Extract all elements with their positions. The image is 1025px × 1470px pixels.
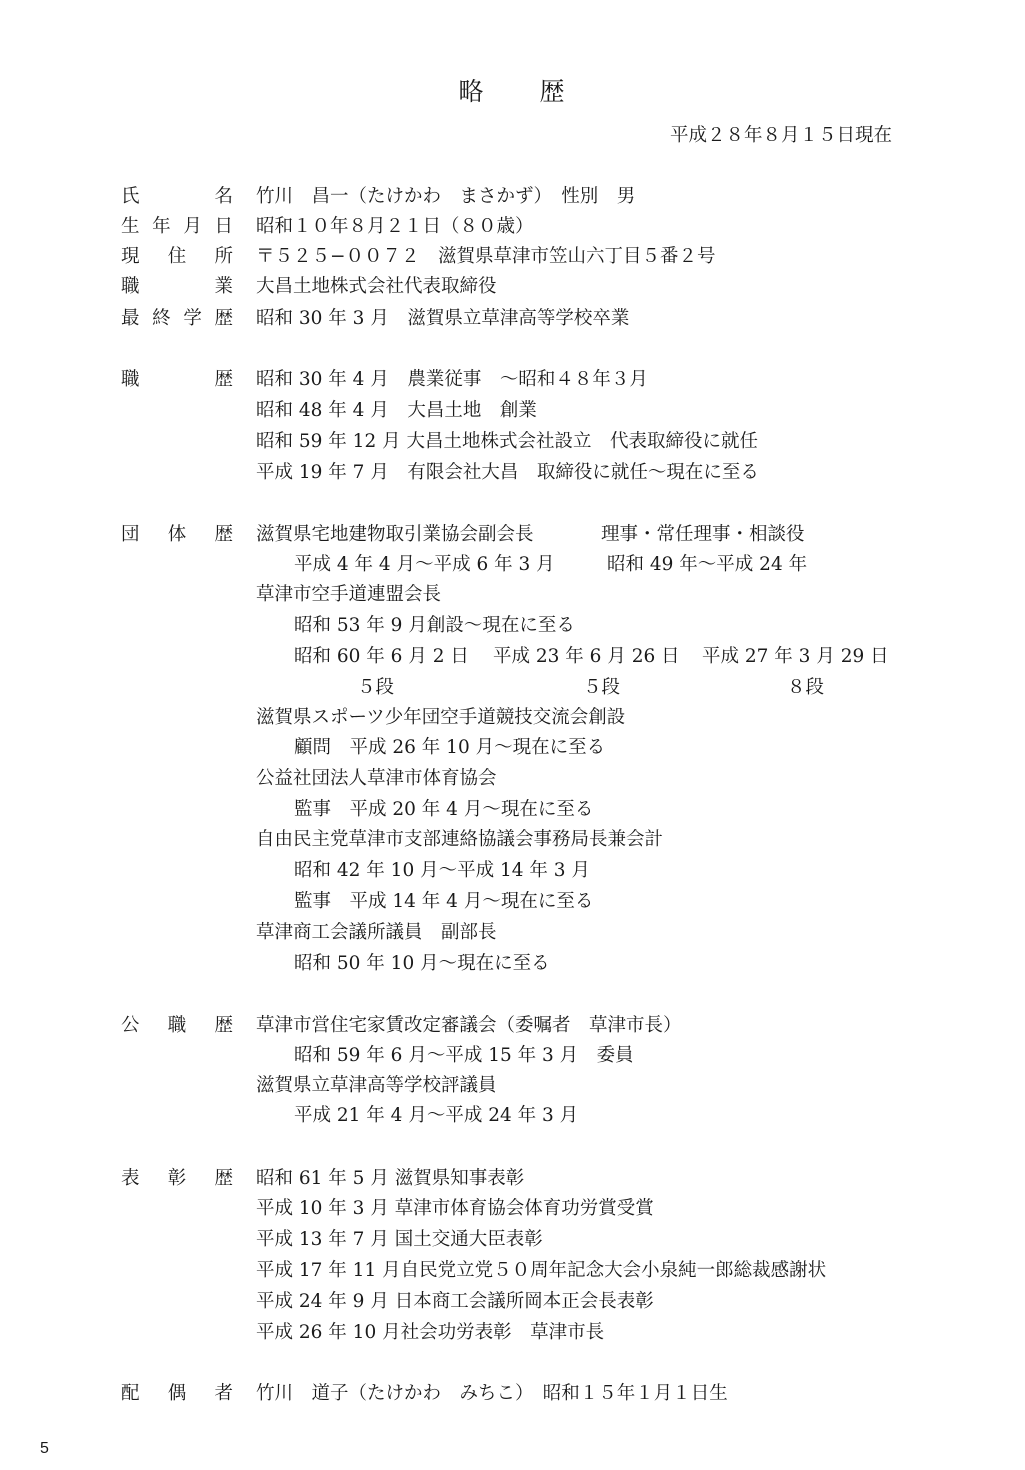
entry-line: 昭和 59 年 12 月 大昌土地株式会社設立 代表取締役に就任 (256, 431, 758, 452)
page-title: 略 歴 (458, 77, 567, 106)
entry-line: ５段 (583, 677, 621, 698)
label-char: 歴 (214, 1168, 233, 1189)
entry-line: 理事・常任理事・相談役 (601, 524, 805, 545)
entry-line: 昭和１０年８月２１日（８０歳） (256, 216, 534, 237)
entry-line: 昭和 59 年 6 月～平成 15 年 3 月 委員 (294, 1045, 634, 1066)
label-char: 現 (121, 246, 140, 267)
label-char: 職 (121, 276, 140, 297)
label-char: 名 (214, 186, 233, 207)
label-char: 住 (167, 246, 187, 267)
entry-line: 昭和 30 年 3 月 滋賀県立草津高等学校卒業 (256, 308, 630, 329)
label-char: 者 (214, 1383, 233, 1404)
label-char: 最 (121, 308, 140, 329)
entry-line: 〒５２５−００７２ 滋賀県草津市笠山六丁目５番２号 (256, 246, 716, 267)
label-char: 月 (183, 216, 202, 237)
entry-line: 昭和 49 年～平成 24 年 (607, 554, 808, 575)
entry-line: 竹川 道子（たけかわ みちこ） 昭和１５年１月１日生 (256, 1383, 728, 1404)
entry-line: 昭和 42 年 10 月～平成 14 年 3 月 (294, 860, 590, 881)
label-char: 所 (214, 246, 233, 267)
entry-line: 平成 10 年 3 月 草津市体育協会体育功労賞受賞 (256, 1198, 654, 1219)
label-char: 終 (152, 308, 171, 329)
entry-line: 平成 19 年 7 月 有限会社大昌 取締役に就任～現在に至る (256, 462, 759, 483)
entry-line: 平成 27 年 3 月 29 日 (702, 646, 889, 667)
entry-line: 草津市営住宅家賃改定審議会（委嘱者 草津市長） (256, 1015, 682, 1036)
entry-line: 平成 21 年 4 月～平成 24 年 3 月 (294, 1105, 579, 1126)
label-char: 配 (121, 1383, 140, 1404)
label-char: 日 (214, 216, 233, 237)
entry-line: 昭和 48 年 4 月 大昌土地 創業 (256, 400, 537, 421)
entry-line: 昭和 30 年 4 月 農業従事 ～昭和４８年３月 (256, 369, 648, 390)
entry-line: 昭和 53 年 9 月創設～現在に至る (294, 615, 575, 636)
entry-line: 平成 24 年 9 月 日本商工会議所岡本正会長表彰 (256, 1291, 654, 1312)
label-char: 業 (214, 276, 233, 297)
entry-line: 平成 26 年 10 月社会功労表彰 草津市長 (256, 1322, 605, 1343)
entry-line: 平成 17 年 11 月自民党立党５０周年記念大会小泉純一郎総裁感謝状 (256, 1260, 827, 1281)
page-number: 5 (40, 1440, 49, 1457)
entry-line: 平成 13 年 7 月 国土交通大臣表彰 (256, 1229, 543, 1250)
entry-line: 顧問 平成 26 年 10 月～現在に至る (294, 737, 606, 758)
label-char: 職 (121, 369, 140, 390)
entry-line: 草津商工会議所議員 副部長 (256, 922, 497, 943)
label-char: 生 (121, 216, 140, 237)
label-char: 体 (167, 524, 187, 545)
entry-line: 昭和 50 年 10 月～現在に至る (294, 953, 550, 974)
entry-line: 昭和 60 年 6 月 2 日 (294, 646, 469, 667)
label-char: 公 (121, 1015, 140, 1036)
label-char: 団 (121, 524, 140, 545)
label-char: 職 (167, 1015, 187, 1036)
label-char: 表 (121, 1168, 140, 1189)
label-char: 氏 (121, 186, 140, 207)
label-char: 偶 (167, 1383, 187, 1404)
entry-line: 滋賀県宅地建物取引業協会副会長 (256, 524, 534, 545)
as-of-date: 平成２８年８月１５日現在 (669, 125, 892, 146)
entry-line: 竹川 昌一（たけかわ まさかず） 性別 男 (256, 186, 636, 207)
entry-line: 平成 23 年 6 月 26 日 (493, 646, 680, 667)
entry-line: 滋賀県立草津高等学校評議員 (256, 1075, 497, 1096)
entry-line: 平成 4 年 4 月～平成 6 年 3 月 (294, 554, 555, 575)
label-char: 彰 (167, 1168, 187, 1189)
entry-line: ５段 (357, 677, 395, 698)
entry-line: 監事 平成 20 年 4 月～現在に至る (294, 799, 594, 820)
entry-line: 自由民主党草津市支部連絡協議会事務局長兼会計 (256, 829, 664, 850)
label-char: 年 (152, 216, 171, 237)
entry-line: 公益社団法人草津市体育協会 (256, 768, 497, 789)
label-char: 歴 (214, 369, 233, 390)
entry-line: 草津市空手道連盟会長 (256, 584, 442, 605)
label-char: 歴 (214, 1015, 233, 1036)
entry-line: 大昌土地株式会社代表取締役 (256, 276, 497, 297)
label-char: 歴 (214, 308, 233, 329)
entry-line: 滋賀県スポーツ少年団空手道競技交流会創設 (256, 707, 626, 728)
entry-line: 監事 平成 14 年 4 月～現在に至る (294, 891, 594, 912)
label-char: 歴 (214, 524, 233, 545)
entry-line: ８段 (787, 677, 825, 698)
entry-line: 昭和 61 年 5 月 滋賀県知事表彰 (256, 1168, 525, 1189)
label-char: 学 (183, 308, 202, 329)
